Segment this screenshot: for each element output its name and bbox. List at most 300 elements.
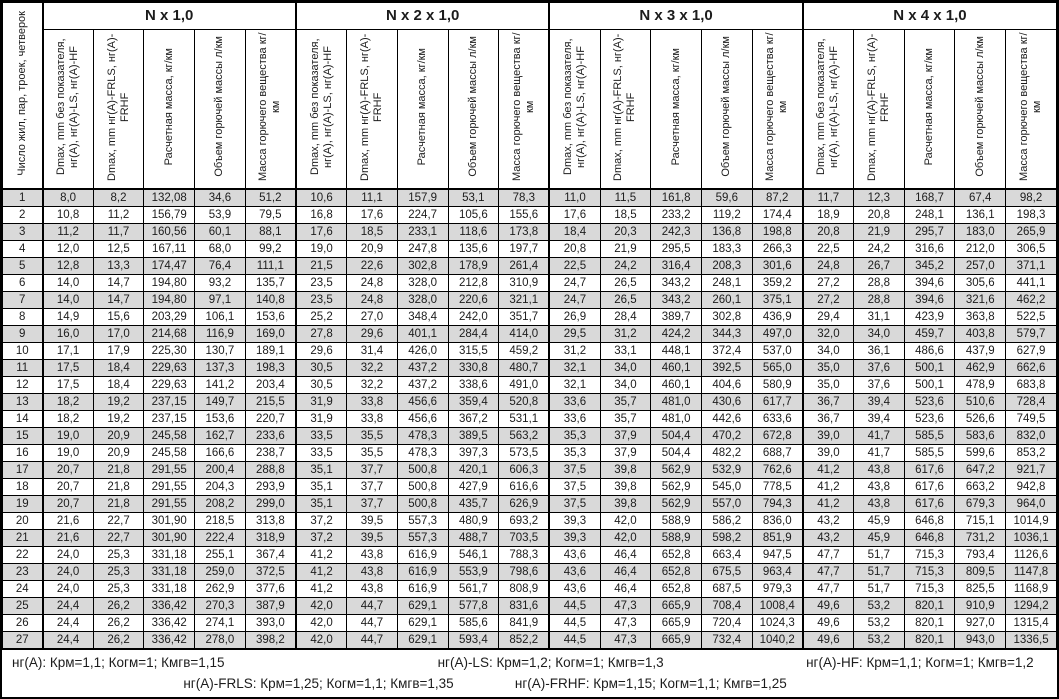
cell: 29,6 (296, 343, 347, 360)
cell: 212,0 (955, 241, 1006, 258)
cell: 652,8 (651, 564, 702, 581)
cell: 33,8 (347, 394, 398, 411)
cell: 26,2 (93, 615, 144, 632)
cell: 291,55 (144, 462, 195, 479)
cell: 28,8 (854, 292, 905, 309)
cell: 14,0 (43, 292, 94, 309)
cell: 43,2 (803, 513, 854, 530)
cell: 328,0 (397, 292, 448, 309)
cell: 731,2 (955, 530, 1006, 547)
cell: 111,1 (245, 258, 296, 275)
cell: 208,2 (195, 496, 246, 513)
cell: 274,1 (195, 615, 246, 632)
table-row (3, 207, 1057, 224)
cell: 43,8 (854, 462, 905, 479)
cell: 12,3 (854, 189, 905, 207)
column-header-label: Dmax, mm без показателя, нг(A), нг(A)-LS, нг(A)-HF (815, 38, 841, 175)
cell: 478,9 (955, 377, 1006, 394)
table-row (3, 547, 1057, 564)
cell: 97,1 (195, 292, 246, 309)
column-header (651, 30, 702, 190)
cell: 116,9 (195, 326, 246, 343)
column-header (347, 30, 398, 190)
cell: 156,79 (144, 207, 195, 224)
cell: 301,90 (144, 513, 195, 530)
row-number: 9 (3, 326, 43, 343)
cell: 24,8 (347, 292, 398, 309)
cell: 8,2 (93, 189, 144, 207)
group-title-row (3, 3, 1057, 30)
cell: 316,4 (651, 258, 702, 275)
cell: 189,1 (245, 343, 296, 360)
cell: 481,0 (651, 394, 702, 411)
cell: 160,56 (144, 224, 195, 241)
cell: 198,8 (752, 224, 803, 241)
cell: 44,5 (549, 598, 600, 615)
cell: 15,6 (93, 309, 144, 326)
column-header (296, 30, 347, 190)
cell: 43,6 (549, 547, 600, 564)
cell: 583,6 (955, 428, 1006, 445)
cell: 11,7 (93, 224, 144, 241)
cell: 39,3 (549, 530, 600, 547)
cell: 23,5 (296, 275, 347, 292)
cell: 16,0 (43, 326, 94, 343)
cell: 35,0 (803, 377, 854, 394)
cell: 36,7 (803, 411, 854, 428)
cell: 561,7 (448, 581, 499, 598)
cell: 22,6 (347, 258, 398, 275)
cell: 435,7 (448, 496, 499, 513)
cell: 947,5 (752, 547, 803, 564)
row-number: 13 (3, 394, 43, 411)
cell: 21,9 (600, 241, 651, 258)
cell: 136,1 (955, 207, 1006, 224)
cell: 662,6 (1006, 360, 1057, 377)
cell: 42,0 (296, 598, 347, 615)
cell: 708,4 (701, 598, 752, 615)
cell: 715,3 (904, 581, 955, 598)
cell: 26,7 (854, 258, 905, 275)
cell: 36,1 (854, 343, 905, 360)
cell: 245,58 (144, 428, 195, 445)
table-row (3, 564, 1057, 581)
table-row (3, 581, 1057, 598)
cell: 288,8 (245, 462, 296, 479)
cell: 37,9 (600, 445, 651, 462)
cell: 255,1 (195, 547, 246, 564)
cell: 301,6 (752, 258, 803, 275)
cell: 820,1 (904, 598, 955, 615)
coeff-ngA-LS: нг(A)-LS: Крм=1,2; Когм=1; Кмгв=1,3 (437, 654, 664, 670)
column-header-label: Расчетная масса, кг/км (416, 47, 429, 166)
cell: 41,2 (296, 581, 347, 598)
cell: 295,5 (651, 241, 702, 258)
cell: 33,6 (549, 411, 600, 428)
cell: 531,1 (499, 411, 550, 428)
cell: 47,3 (600, 598, 651, 615)
corner-header-label: Число жил, пар, троек, четверок (15, 10, 28, 176)
cell: 762,6 (752, 462, 803, 479)
cell: 41,2 (296, 547, 347, 564)
cell: 359,2 (752, 275, 803, 292)
cell: 372,4 (701, 343, 752, 360)
cell: 652,8 (651, 547, 702, 564)
cell: 67,4 (955, 189, 1006, 207)
cell: 363,8 (955, 309, 1006, 326)
cell: 31,2 (600, 326, 651, 343)
cell: 663,4 (701, 547, 752, 564)
cell: 1126,6 (1006, 547, 1057, 564)
cell: 808,9 (499, 581, 550, 598)
cell: 34,0 (854, 326, 905, 343)
cell: 23,5 (296, 292, 347, 309)
cell: 397,3 (448, 445, 499, 462)
cell: 130,7 (195, 343, 246, 360)
cell: 26,5 (600, 275, 651, 292)
cell: 10,6 (296, 189, 347, 207)
cell: 33,8 (347, 411, 398, 428)
cell: 313,8 (245, 513, 296, 530)
cell: 39,5 (347, 530, 398, 547)
row-number: 27 (3, 632, 43, 649)
cell: 393,0 (245, 615, 296, 632)
cell: 35,5 (347, 428, 398, 445)
cell: 21,5 (296, 258, 347, 275)
cell: 675,5 (701, 564, 752, 581)
cell: 8,0 (43, 189, 94, 207)
cell: 318,9 (245, 530, 296, 547)
cell: 979,3 (752, 581, 803, 598)
group-title-nx2x1: N x 2 x 1,0 (296, 3, 549, 30)
cell: 51,7 (854, 581, 905, 598)
cell: 310,9 (499, 275, 550, 292)
cell: 37,5 (549, 479, 600, 496)
cell: 328,0 (397, 275, 448, 292)
cell: 284,4 (448, 326, 499, 343)
table-row (3, 360, 1057, 377)
cell: 278,0 (195, 632, 246, 649)
cell: 299,0 (245, 496, 296, 513)
cell: 387,9 (245, 598, 296, 615)
cell: 588,9 (651, 513, 702, 530)
cell: 35,7 (600, 394, 651, 411)
cell: 665,9 (651, 632, 702, 649)
cell: 22,7 (93, 513, 144, 530)
cell: 481,0 (651, 411, 702, 428)
cell: 44,7 (347, 615, 398, 632)
cell: 1024,3 (752, 615, 803, 632)
cell: 24,2 (600, 258, 651, 275)
cell: 12,5 (93, 241, 144, 258)
cell: 851,9 (752, 530, 803, 547)
cell: 41,2 (803, 496, 854, 513)
cell: 462,9 (955, 360, 1006, 377)
cell: 491,0 (499, 377, 550, 394)
cell: 617,6 (904, 479, 955, 496)
cell: 321,6 (955, 292, 1006, 309)
cell: 728,4 (1006, 394, 1057, 411)
cell: 703,5 (499, 530, 550, 547)
cell: 220,6 (448, 292, 499, 309)
cell: 809,5 (955, 564, 1006, 581)
cell: 359,4 (448, 394, 499, 411)
column-header-label: Dmax, mm нг(A)-FRLS, нг(A)-FRHF (105, 32, 131, 181)
cell: 49,6 (803, 615, 854, 632)
cell: 14,0 (43, 275, 94, 292)
column-header-label: Dmax, mm нг(A)-FRLS, нг(A)-FRHF (612, 32, 638, 181)
cell: 31,1 (854, 309, 905, 326)
row-number: 22 (3, 547, 43, 564)
cell: 798,6 (499, 564, 550, 581)
cell: 135,7 (245, 275, 296, 292)
column-header-label: Dmax, mm без показателя, нг(A), нг(A)-LS, нг(A)-HF (562, 38, 587, 175)
cell: 33,6 (549, 394, 600, 411)
cell: 420,1 (448, 462, 499, 479)
cell: 715,3 (904, 547, 955, 564)
cell: 942,8 (1006, 479, 1057, 496)
column-header-label: Объем горючей массы л/км (466, 36, 479, 177)
cell: 1336,5 (1006, 632, 1057, 649)
cell: 87,2 (752, 189, 803, 207)
cell: 616,6 (499, 479, 550, 496)
cell: 248,1 (904, 207, 955, 224)
cell: 17,1 (43, 343, 94, 360)
cell: 135,6 (448, 241, 499, 258)
group-title-nx1: N x 1,0 (43, 3, 296, 30)
cell: 1008,4 (752, 598, 803, 615)
column-header-label: Масса горючего вещества кг/км (1018, 32, 1044, 181)
cell: 633,6 (752, 411, 803, 428)
cell: 375,1 (752, 292, 803, 309)
row-number: 3 (3, 224, 43, 241)
cell: 39,3 (549, 513, 600, 530)
column-header-label: Dmax, mm нг(A)-FRLS, нг(A)-FRHF (359, 32, 384, 181)
cell: 389,7 (651, 309, 702, 326)
table-row (3, 292, 1057, 309)
row-number: 26 (3, 615, 43, 632)
column-header-label: Расчетная масса, кг/км (923, 47, 936, 166)
cell: 500,8 (397, 496, 448, 513)
cell: 964,0 (1006, 496, 1057, 513)
cell: 486,6 (904, 343, 955, 360)
cell: 265,9 (1006, 224, 1057, 241)
cell: 19,0 (43, 445, 94, 462)
cell: 478,3 (397, 445, 448, 462)
cell: 663,2 (955, 479, 1006, 496)
cell: 580,9 (752, 377, 803, 394)
cell: 21,8 (93, 479, 144, 496)
cell: 321,1 (499, 292, 550, 309)
cell: 377,6 (245, 581, 296, 598)
table-row (3, 189, 1057, 207)
cell: 1147,8 (1006, 564, 1057, 581)
cell: 42,0 (600, 530, 651, 547)
cell: 646,8 (904, 530, 955, 547)
cell: 488,7 (448, 530, 499, 547)
cell: 98,2 (1006, 189, 1057, 207)
row-number: 23 (3, 564, 43, 581)
cell: 24,0 (43, 564, 94, 581)
cell: 18,2 (43, 411, 94, 428)
table-row (3, 530, 1057, 547)
cell: 585,5 (904, 445, 955, 462)
cell: 237,15 (144, 394, 195, 411)
cell: 599,6 (955, 445, 1006, 462)
cell: 348,4 (397, 309, 448, 326)
cell: 34,6 (195, 189, 246, 207)
cell: 106,1 (195, 309, 246, 326)
cell: 679,3 (955, 496, 1006, 513)
column-header (43, 30, 94, 190)
column-header (752, 30, 803, 190)
cell: 302,8 (701, 309, 752, 326)
cell: 17,6 (347, 207, 398, 224)
cell: 29,4 (803, 309, 854, 326)
cell: 20,3 (600, 224, 651, 241)
column-header-label: Масса горючего вещества кг/км (510, 32, 536, 181)
cell: 53,9 (195, 207, 246, 224)
cell: 34,0 (803, 343, 854, 360)
cell: 31,4 (347, 343, 398, 360)
group-title-nx3x1: N x 3 x 1,0 (549, 3, 802, 30)
cell: 41,7 (854, 428, 905, 445)
cell: 24,4 (43, 632, 94, 649)
cell: 53,2 (854, 632, 905, 649)
column-header (549, 30, 600, 190)
cell: 482,2 (701, 445, 752, 462)
cell: 25,3 (93, 581, 144, 598)
table-row (3, 343, 1057, 360)
table-header (3, 3, 1057, 190)
coefficients-line-1 (2, 654, 1057, 672)
cell: 456,6 (397, 394, 448, 411)
cell: 441,1 (1006, 275, 1057, 292)
cell: 21,6 (43, 513, 94, 530)
cell: 35,0 (803, 360, 854, 377)
cell: 39,8 (600, 462, 651, 479)
cell: 293,9 (245, 479, 296, 496)
cell: 141,2 (195, 377, 246, 394)
cell: 302,8 (397, 258, 448, 275)
coefficients-footer (2, 649, 1057, 697)
cell: 49,6 (803, 632, 854, 649)
coeff-ngA-FRLS: нг(A)-FRLS: Крм=1,25; Когм=1,1; Кмгв=1,35 (183, 676, 454, 692)
cell: 32,1 (549, 377, 600, 394)
cell: 21,9 (854, 224, 905, 241)
column-header-label: Объем горючей массы л/км (720, 36, 733, 177)
cell: 35,1 (296, 479, 347, 496)
cell: 963,4 (752, 564, 803, 581)
cable-spec-table (2, 2, 1057, 649)
cell: 43,8 (347, 547, 398, 564)
cell: 19,2 (93, 411, 144, 428)
cell: 46,4 (600, 564, 651, 581)
cell: 367,4 (245, 547, 296, 564)
cell: 562,9 (651, 479, 702, 496)
cell: 25,2 (296, 309, 347, 326)
cell: 910,9 (955, 598, 1006, 615)
cell: 238,7 (245, 445, 296, 462)
cell: 32,2 (347, 377, 398, 394)
cell: 47,7 (803, 564, 854, 581)
cell: 33,1 (600, 343, 651, 360)
cell: 27,2 (803, 292, 854, 309)
cell: 162,7 (195, 428, 246, 445)
cell: 392,5 (701, 360, 752, 377)
cell: 398,2 (245, 632, 296, 649)
cell: 43,8 (854, 496, 905, 513)
row-number: 24 (3, 581, 43, 598)
cell: 480,7 (499, 360, 550, 377)
row-number: 15 (3, 428, 43, 445)
cell: 24,4 (43, 598, 94, 615)
column-header (600, 30, 651, 190)
cell: 26,2 (93, 632, 144, 649)
cell: 749,5 (1006, 411, 1057, 428)
cell: 17,5 (43, 360, 94, 377)
table-row (3, 632, 1057, 649)
cell: 39,0 (803, 445, 854, 462)
cell: 11,7 (803, 189, 854, 207)
row-number: 12 (3, 377, 43, 394)
cell: 921,7 (1006, 462, 1057, 479)
cell: 24,8 (347, 275, 398, 292)
cell: 626,9 (499, 496, 550, 513)
column-header (448, 30, 499, 190)
cell: 1040,2 (752, 632, 803, 649)
cell: 629,1 (397, 632, 448, 649)
cell: 687,5 (701, 581, 752, 598)
cell: 37,5 (549, 496, 600, 513)
cell: 215,5 (245, 394, 296, 411)
coeff-ngA: нг(A): Крм=1,1; Когм=1; Кмгв=1,15 (12, 654, 225, 670)
cell: 532,9 (701, 462, 752, 479)
cell: 28,8 (854, 275, 905, 292)
row-number: 14 (3, 411, 43, 428)
cell: 336,42 (144, 598, 195, 615)
cell: 820,1 (904, 632, 955, 649)
table-row (3, 326, 1057, 343)
cell: 194,80 (144, 292, 195, 309)
cell: 225,30 (144, 343, 195, 360)
cell: 47,7 (803, 581, 854, 598)
cell: 248,1 (701, 275, 752, 292)
cell: 414,0 (499, 326, 550, 343)
cell: 99,2 (245, 241, 296, 258)
cell: 11,0 (549, 189, 600, 207)
cell: 832,0 (1006, 428, 1057, 445)
cell: 26,2 (93, 598, 144, 615)
cell: 351,7 (499, 309, 550, 326)
cell: 20,9 (93, 445, 144, 462)
cell: 557,3 (397, 513, 448, 530)
cell: 520,8 (499, 394, 550, 411)
cell: 448,1 (651, 343, 702, 360)
cell: 336,42 (144, 615, 195, 632)
cell: 37,2 (296, 513, 347, 530)
cell: 93,2 (195, 275, 246, 292)
row-number: 18 (3, 479, 43, 496)
cell: 21,8 (93, 496, 144, 513)
cell: 825,5 (955, 581, 1006, 598)
cell: 105,6 (448, 207, 499, 224)
cell: 17,6 (549, 207, 600, 224)
column-header (904, 30, 955, 190)
cell: 198,3 (1006, 207, 1057, 224)
cell: 218,5 (195, 513, 246, 530)
cell: 43,8 (854, 479, 905, 496)
